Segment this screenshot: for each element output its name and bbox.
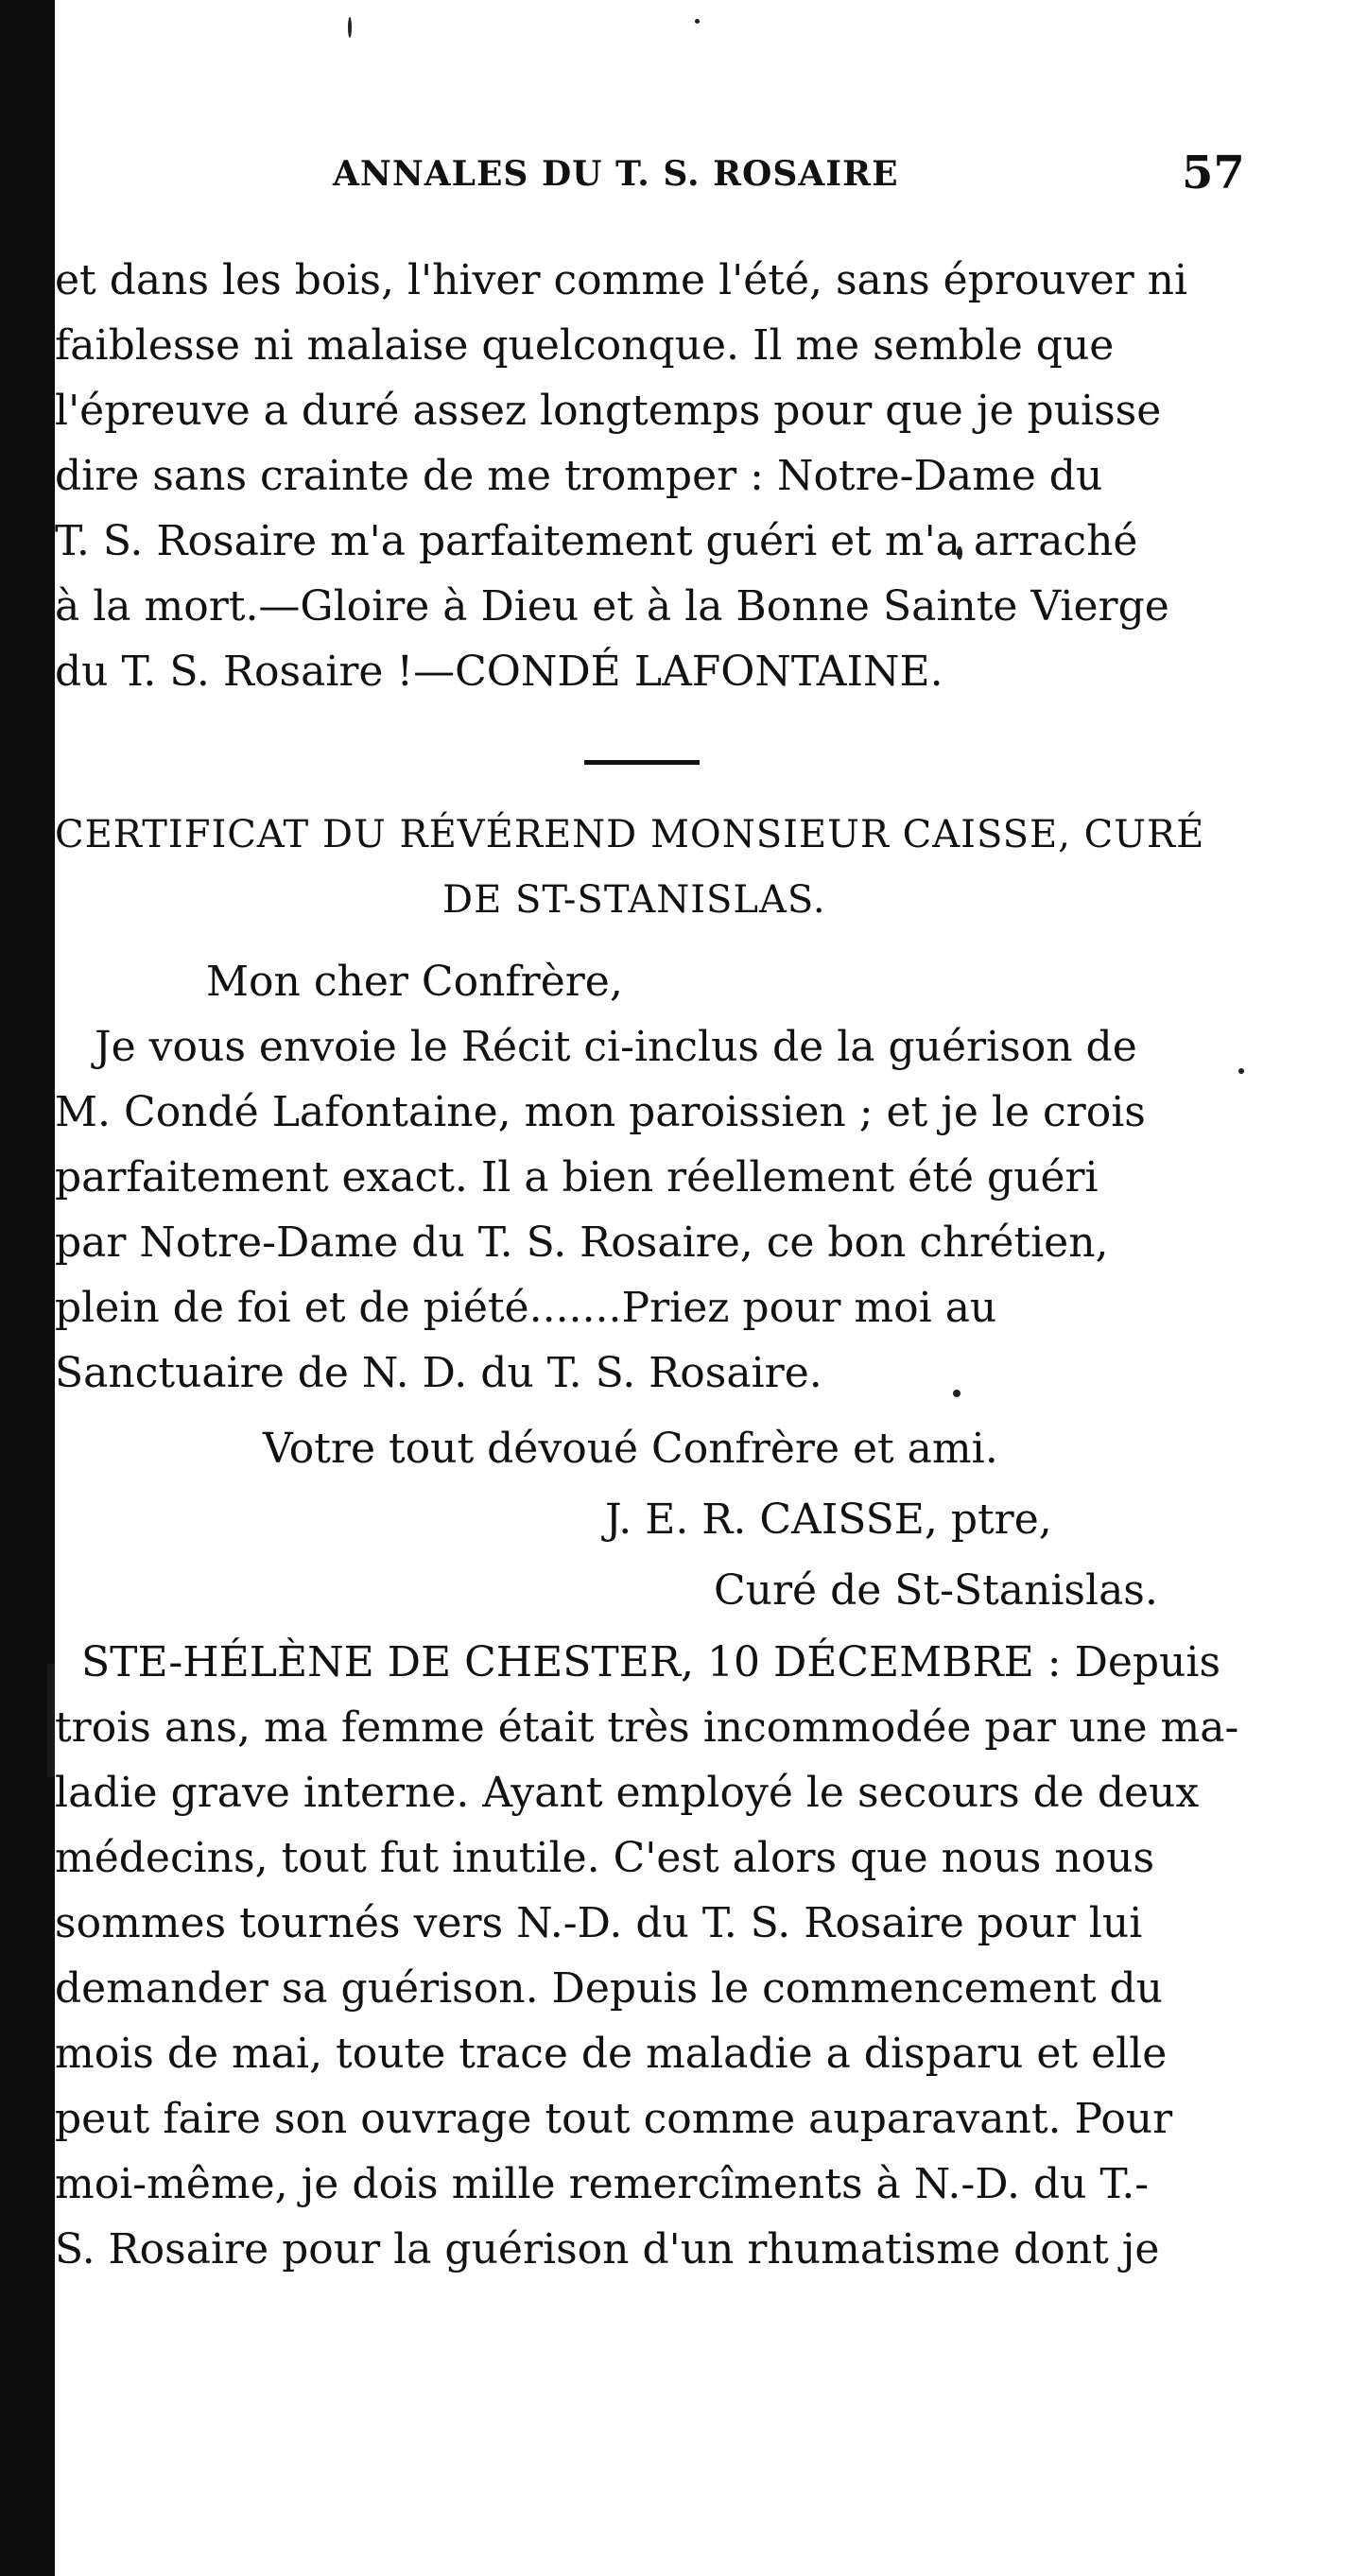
running-title: ANNALES DU T. S. ROSAIRE bbox=[333, 154, 899, 194]
binding-shadow bbox=[47, 1664, 55, 1777]
heading-line: CERTIFICAT DU RÉVÉREND MONSIEUR CAISSE, CURÉ bbox=[55, 813, 1205, 856]
text-line: Je vous envoie le Récit ci-inclus de la guérison de bbox=[95, 1023, 1137, 1071]
text-line: et dans les bois, l'hiver comme l'été, sans éprouver ni bbox=[55, 256, 1188, 304]
text-line: du T. S. Rosaire !—CONDÉ LAFONTAINE. bbox=[55, 648, 943, 696]
print-speck bbox=[1238, 1068, 1244, 1074]
text-line: STE-HÉLÈNE DE CHESTER, 10 DÉCEMBRE : Depuis bbox=[81, 1638, 1221, 1686]
print-speck bbox=[348, 17, 352, 38]
text-line: médecins, tout fut inutile. C'est alors que nous nous bbox=[55, 1834, 1155, 1882]
closing-line: Votre tout dévoué Confrère et ami. bbox=[263, 1425, 998, 1473]
text-line: sommes tournés vers N.-D. du T. S. Rosaire pour lui bbox=[55, 1899, 1143, 1947]
text-line: trois ans, ma femme était très incommodée par une ma- bbox=[55, 1703, 1239, 1752]
text-line: M. Condé Lafontaine, mon paroissien ; et je le crois bbox=[55, 1088, 1146, 1136]
text-line: par Notre-Dame du T. S. Rosaire, ce bon chrétien, bbox=[55, 1219, 1109, 1267]
text-line: demander sa guérison. Depuis le commencement du bbox=[55, 1964, 1164, 2013]
text-line: ladie grave interne. Ayant employé le secours de deux bbox=[55, 1769, 1200, 1817]
signature-title: Curé de St-Stanislas. bbox=[714, 1566, 1158, 1615]
salutation: Mon cher Confrère, bbox=[206, 958, 623, 1006]
signature-name: J. E. R. CAISSE, ptre, bbox=[605, 1495, 1052, 1544]
text-line: à la mort.—Gloire à Dieu et à la Bonne Sainte Vierge bbox=[55, 582, 1169, 631]
text-line: S. Rosaire pour la guérison d'un rhumatisme dont je bbox=[55, 2225, 1160, 2273]
book-binding-edge bbox=[0, 0, 55, 2576]
print-speck bbox=[953, 1390, 961, 1397]
text-line: moi-même, je dois mille remercîments à N.-D. du T.- bbox=[55, 2160, 1150, 2208]
text-line: parfaitement exact. Il a bien réellement été guéri bbox=[55, 1153, 1099, 1202]
text-line: dire sans crainte de me tromper : Notre-Dame du bbox=[55, 452, 1103, 500]
heading-line: DE ST-STANISLAS. bbox=[442, 878, 826, 922]
page-header bbox=[0, 147, 1350, 203]
text-line: plein de foi et de piété.......Priez pour moi au bbox=[55, 1284, 997, 1332]
text-line: peut faire son ouvrage tout comme auparavant. Pour bbox=[55, 2095, 1173, 2143]
text-line: mois de mai, toute trace de maladie a disparu et elle bbox=[55, 2030, 1168, 2078]
text-line: faiblesse ni malaise quelconque. Il me semble que bbox=[55, 321, 1115, 370]
print-speck bbox=[695, 19, 700, 24]
page-number: 57 bbox=[1182, 147, 1245, 199]
section-divider bbox=[584, 760, 700, 765]
text-line: l'épreuve a duré assez longtemps pour que je puisse bbox=[55, 387, 1162, 435]
text-line: Sanctuaire de N. D. du T. S. Rosaire. bbox=[55, 1349, 822, 1397]
text-line: T. S. Rosaire m'a parfaitement guéri et m'a arraché bbox=[55, 517, 1138, 565]
